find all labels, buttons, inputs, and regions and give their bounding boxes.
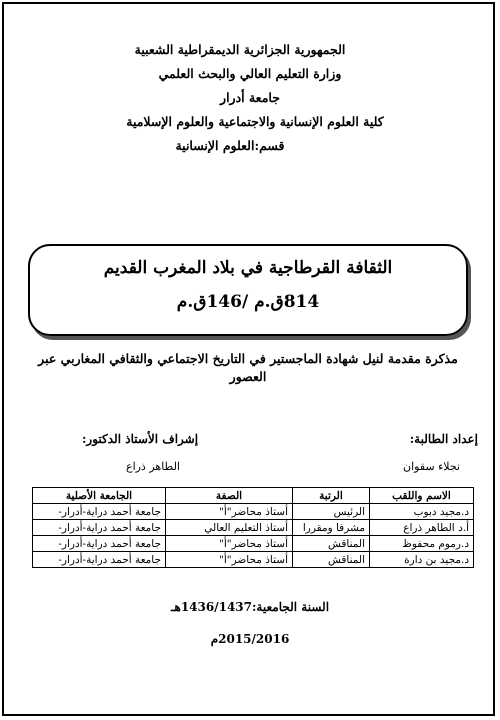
academic-year-hijri: السنة الجامعية:1436/1437هـ <box>170 600 330 614</box>
header-title: الصفة <box>166 488 293 504</box>
header-name: الاسم واللقب <box>370 488 474 504</box>
thesis-statement: مذكرة مقدمة لنيل شهادة الماجستير في التاريخ الاجتماعي والثقافي المغاربي عبر العصور <box>38 351 458 384</box>
cell-title: أستاذ محاضر"أ" <box>166 504 293 520</box>
header-rank: الرتبة <box>293 488 370 504</box>
table-header-row <box>33 488 474 504</box>
table-row <box>33 504 474 520</box>
department-line: قسم:العلوم الإنسانية <box>175 138 285 153</box>
cell-rank: مشرفا ومقررا <box>293 520 370 536</box>
cell-university: جامعة أحمد دراية-أدرار- <box>33 504 166 520</box>
cell-university: جامعة أحمد دراية-أدرار- <box>33 552 166 568</box>
committee-table <box>32 487 474 568</box>
cell-title: أستاذ محاضر"أ" <box>166 552 293 568</box>
table-row <box>33 552 474 568</box>
cell-title: أستاذ التعليم العالي <box>166 520 293 536</box>
university-line: جامعة أدرار <box>220 90 280 105</box>
thesis-title-box <box>28 244 468 336</box>
thesis-title: الثقافة القرطاجية في بلاد المغرب القديم <box>103 258 393 278</box>
header-university: الجامعة الأصلية <box>33 488 166 504</box>
student-name: نجلاء سقوان <box>403 460 460 473</box>
cell-name: د.مجيد دبوب <box>370 504 474 520</box>
table-row <box>33 520 474 536</box>
cell-name: د.رموم محفوظ <box>370 536 474 552</box>
cell-rank: المناقش <box>293 536 370 552</box>
ministry-line: وزارة التعليم العالي والبحث العلمي <box>158 66 342 81</box>
cell-university: جامعة أحمد دراية-أدرار- <box>33 536 166 552</box>
prepared-by-label: إعداد الطالبة: <box>409 432 478 446</box>
cell-title: أستاذ محاضر"أ" <box>166 536 293 552</box>
faculty-line: كلية العلوم الإنسانية والاجتماعية والعلوم الإسلامية <box>126 114 384 129</box>
cell-name: أ.د الطاهر ذراع <box>370 520 474 536</box>
institution-header <box>0 38 500 158</box>
supervisor-name: الطاهر ذراع <box>126 460 180 473</box>
cell-university: جامعة أحمد دراية-أدرار- <box>33 520 166 536</box>
supervisor-label: إشراف الأستاذ الدكتور: <box>82 432 199 446</box>
cell-rank: الرئيس <box>293 504 370 520</box>
cell-name: د.مجيد بن دارة <box>370 552 474 568</box>
thesis-dates: 814ق.م /146ق.م <box>176 292 320 312</box>
academic-year-gregorian: 2015/2016م <box>210 632 290 646</box>
cell-rank: المناقش <box>293 552 370 568</box>
republic-line: الجمهورية الجزائرية الديمقراطية الشعبية <box>134 42 346 57</box>
table-row <box>33 536 474 552</box>
